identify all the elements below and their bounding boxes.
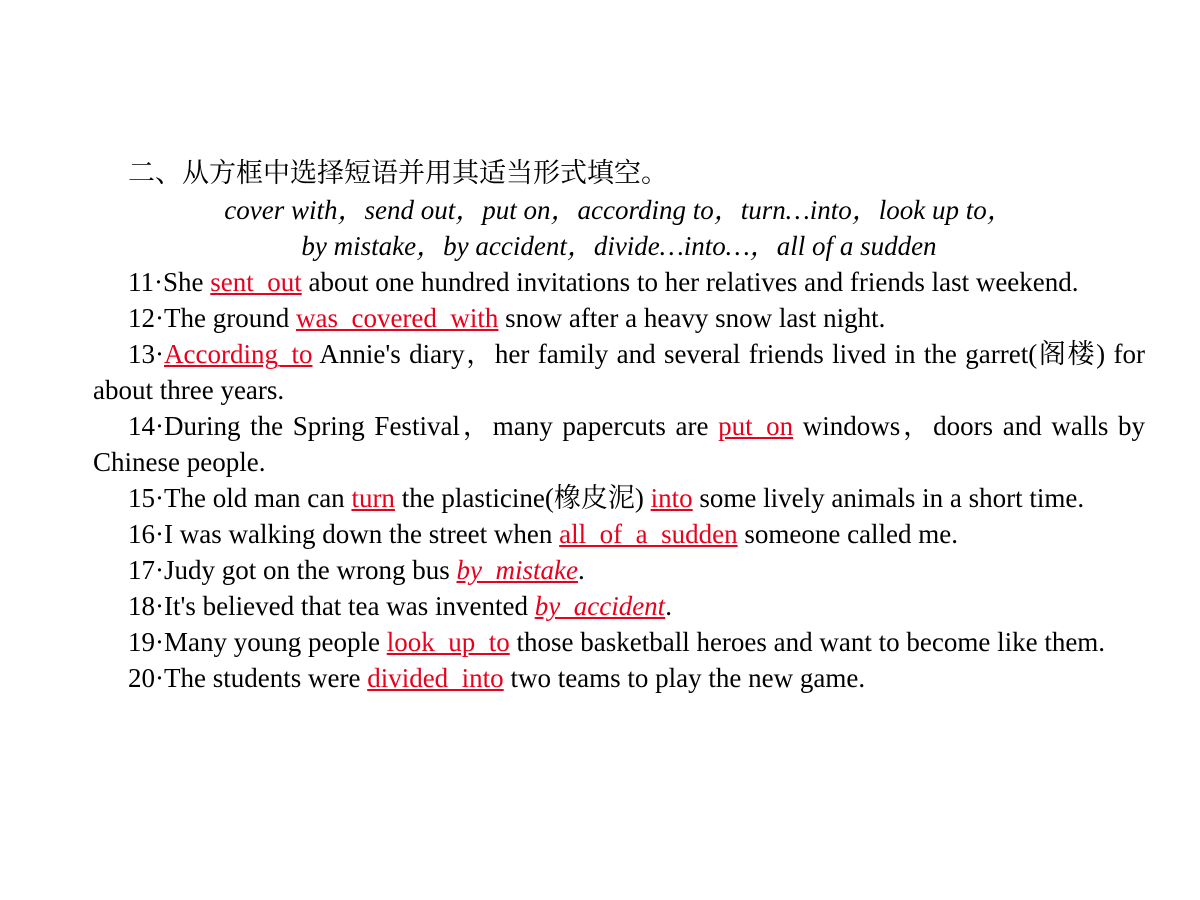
question-text-after: snow after a heavy snow last night. — [498, 303, 886, 333]
phrase-line-1: cover with，send out，put on，according to，turn…into，look up to， — [224, 195, 1014, 225]
question-11 — [93, 264, 1145, 300]
question-text-before: During the Spring Festival，many papercuts are — [164, 411, 719, 441]
question-text-after: some lively animals in a short time. — [692, 483, 1085, 513]
number-separator: · — [155, 303, 164, 333]
answer-blank: all_of_a_sudden — [559, 519, 738, 549]
question-number: 13 — [128, 339, 155, 369]
question-number: 12 — [128, 303, 155, 333]
question-19 — [93, 624, 1145, 660]
question-20 — [93, 660, 1145, 696]
phrase-box — [93, 192, 1145, 264]
question-text-after: . — [577, 555, 585, 585]
number-separator: · — [154, 267, 163, 297]
question-number: 14 — [128, 411, 155, 441]
question-text-before: Judy got on the wrong bus — [164, 555, 457, 585]
question-14 — [93, 408, 1145, 480]
question-12 — [93, 300, 1145, 336]
question-text-after: Annie's diary，her family and several friends lived in the garret(阁楼) for about three years. — [93, 339, 1145, 405]
exercise-heading: 二、从方框中选择短语并用其适当形式填空。 — [128, 158, 668, 189]
question-number: 16 — [128, 519, 155, 549]
question-text-before: The students were — [164, 663, 368, 693]
question-18 — [93, 588, 1145, 624]
answer-blank-2: into — [650, 483, 693, 513]
question-text-after: someone called me. — [737, 519, 959, 549]
question-number: 11 — [128, 267, 154, 297]
answer-blank: by_mistake — [456, 555, 578, 585]
question-text-before: Many young people — [164, 627, 387, 657]
question-text-before: The old man can — [164, 483, 352, 513]
question-text-before: It's believed that tea was invented — [164, 591, 535, 621]
answer-blank: sent_out — [210, 267, 302, 297]
question-number: 18 — [128, 591, 155, 621]
question-number: 20 — [128, 663, 155, 693]
question-15 — [93, 480, 1145, 516]
question-text-before: The ground — [164, 303, 296, 333]
answer-blank: divided_into — [367, 663, 504, 693]
number-separator: · — [155, 483, 164, 513]
question-list — [93, 264, 1145, 696]
number-separator: · — [155, 555, 164, 585]
question-text-after: those basketball heroes and want to become like them. — [509, 627, 1106, 657]
question-text-after: windows，doors and walls by Chinese people. — [93, 411, 1145, 477]
number-separator: · — [155, 339, 164, 369]
answer-blank: was_covered_with — [295, 303, 499, 333]
number-separator: · — [155, 591, 164, 621]
question-16 — [93, 516, 1145, 552]
question-13 — [93, 336, 1145, 408]
number-separator: · — [155, 627, 164, 657]
number-separator: · — [155, 519, 164, 549]
question-text-middle: the plasticine(橡皮泥) — [394, 483, 651, 513]
question-number: 15 — [128, 483, 155, 513]
question-text-after: about one hundred invitations to her relatives and friends last weekend. — [301, 267, 1079, 297]
answer-blank: look_up_to — [386, 627, 510, 657]
question-text-before: She — [163, 267, 211, 297]
answer-blank: by_accident — [534, 591, 666, 621]
answer-blank-1: turn — [351, 483, 395, 513]
answer-blank: According_to — [164, 339, 313, 369]
question-number: 19 — [128, 627, 155, 657]
number-separator: · — [155, 663, 164, 693]
question-text-after: two teams to play the new game. — [503, 663, 866, 693]
answer-blank: put_on — [718, 411, 794, 441]
question-text-before: I was walking down the street when — [164, 519, 560, 549]
question-17 — [93, 552, 1145, 588]
question-text-after: . — [665, 591, 672, 621]
question-number: 17 — [128, 555, 155, 585]
number-separator: · — [155, 411, 164, 441]
phrase-line-2: by mistake，by accident，divide…into…，all of a sudden — [301, 231, 937, 261]
